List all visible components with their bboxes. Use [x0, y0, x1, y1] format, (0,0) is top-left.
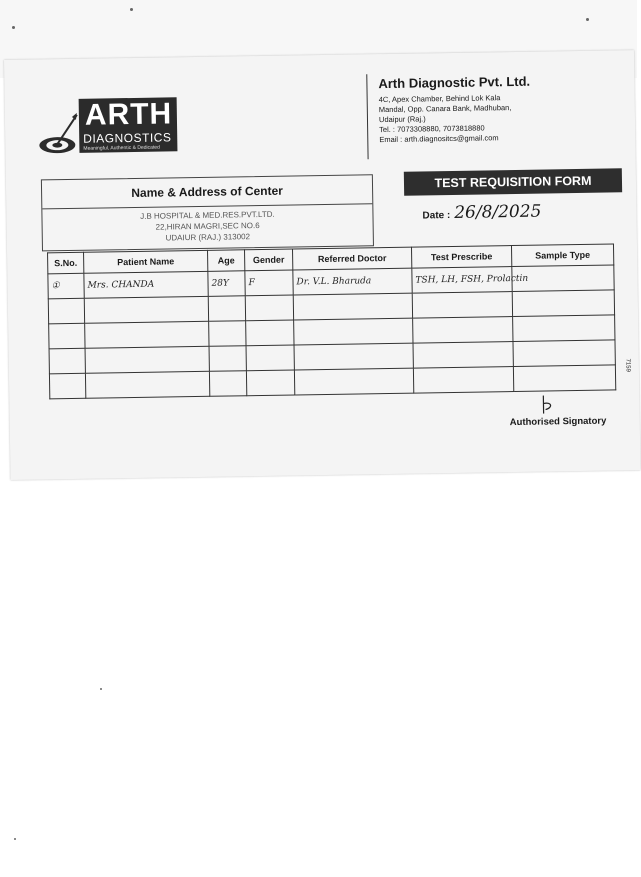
empty-cell [294, 318, 413, 345]
empty-cell [413, 342, 513, 369]
center-heading: Name & Address of Center [42, 175, 372, 209]
empty-cell [209, 371, 246, 397]
form-serial-number: 7159 [624, 358, 631, 372]
empty-cell [245, 295, 293, 321]
empty-cell [85, 371, 209, 398]
signature-scribble [529, 393, 559, 417]
requisition-slip [4, 50, 641, 480]
scan-speck [100, 688, 102, 690]
hospital-stamp [42, 204, 373, 245]
address-line: Udaipur (Raj.) [378, 114, 426, 125]
stamp-line: UDAIUR (RAJ.) 313002 [165, 232, 251, 243]
scan-speck [12, 26, 15, 29]
authorised-signatory-label: Authorised Signatory [509, 415, 607, 429]
empty-cell [513, 365, 615, 392]
patient-name-cell: Mrs. CHANDA [84, 271, 208, 298]
column-header: Referred Doctor [293, 247, 412, 270]
empty-cell [413, 317, 513, 344]
empty-cell [85, 321, 209, 348]
serial-cell: ① [48, 273, 84, 299]
empty-cell [294, 343, 413, 370]
date-field [422, 202, 541, 224]
column-header: Gender [245, 249, 293, 271]
column-header: Age [208, 250, 245, 272]
empty-cell [246, 345, 294, 371]
scan-speck [586, 18, 589, 21]
scan-speck [14, 838, 16, 840]
form-title: TEST REQUISITION FORM [404, 168, 622, 195]
empty-cell [48, 298, 84, 324]
date-label: Date : [422, 210, 451, 222]
empty-cell [49, 323, 85, 349]
stamp-line: J.B HOSPITAL & MED.RES.PVT.LTD. [140, 209, 275, 221]
company-email: Email : arth.diagnositcs@gmail.com [379, 133, 499, 145]
date-value: 26/8/2025 [454, 201, 542, 223]
empty-cell [294, 368, 413, 395]
stamp-line: 22,HIRAN MAGRI,SEC NO.6 [155, 221, 260, 232]
empty-cell [246, 320, 294, 346]
empty-cell [208, 296, 245, 322]
empty-cell [209, 346, 246, 372]
empty-cell [85, 346, 209, 373]
logo-tagline: Meaningful, Authentic & Dedicated [83, 144, 160, 152]
empty-cell [293, 293, 412, 320]
address-line: 4C, Apex Chamber, Behind Lok Kala [378, 93, 501, 105]
company-logo [37, 97, 188, 159]
gender-cell: F [245, 270, 293, 296]
center-address-box [41, 174, 374, 251]
empty-cell [413, 367, 513, 394]
address-line: Mandal, Opp. Canara Bank, Madhuban, [378, 103, 512, 115]
company-name: Arth Diagnostic Pvt. Ltd. [378, 73, 531, 92]
test-table [47, 243, 616, 399]
column-header: Patient Name [84, 250, 208, 273]
doctor-cell: Dr. V.L. Bharuda [293, 268, 412, 295]
age-cell: 28Y [208, 271, 245, 297]
column-header: Sample Type [511, 244, 613, 267]
empty-cell [209, 321, 246, 347]
company-phone: Tel. : 7073308880, 7073818880 [379, 123, 485, 135]
logo-subtitle: DIAGNOSTICS [83, 130, 172, 146]
column-header: Test Prescribe [411, 246, 511, 269]
target-arrow-icon [37, 111, 82, 156]
header-divider [366, 74, 368, 159]
column-header: S.No. [48, 252, 84, 274]
company-info [378, 72, 619, 145]
scan-speck [130, 8, 133, 11]
empty-cell [513, 315, 615, 342]
empty-cell [84, 296, 208, 323]
empty-cell [512, 290, 614, 317]
empty-cell [513, 340, 615, 367]
logo-brand-text: ARTH [84, 97, 173, 132]
empty-cell [246, 370, 294, 396]
empty-cell [49, 373, 85, 399]
empty-cell [49, 348, 85, 374]
empty-cell [412, 292, 512, 319]
tests-cell: TSH, LH, FSH, Prolactin [412, 267, 512, 294]
